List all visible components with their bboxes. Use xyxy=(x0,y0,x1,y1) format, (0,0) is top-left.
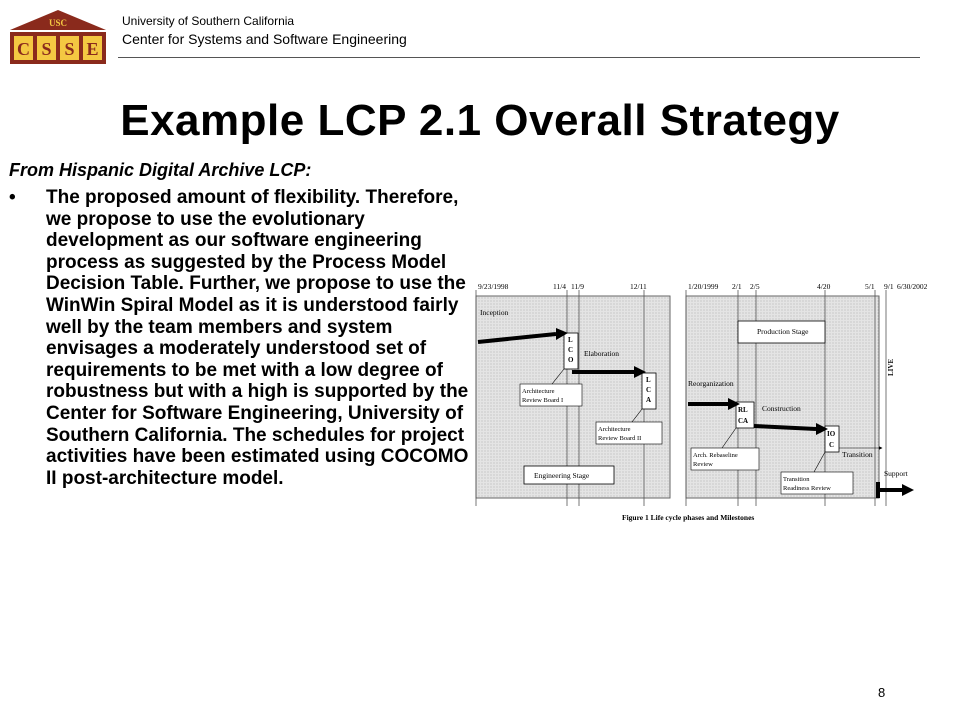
transition-readiness-line: Transition xyxy=(783,476,810,483)
arb2-line: Review Board II xyxy=(598,435,642,442)
date-label: 9/1 xyxy=(884,282,894,291)
phase-transition: Transition xyxy=(842,450,873,459)
date-label: 11/4 xyxy=(553,282,567,291)
logo-letter-c: C xyxy=(17,39,30,59)
live-label: LIVE xyxy=(887,358,895,376)
rlca-letter: RL xyxy=(738,406,748,414)
date-label: 11/9 xyxy=(571,282,585,291)
phase-elaboration: Elaboration xyxy=(584,349,619,358)
date-label: 4/20 xyxy=(817,282,831,291)
transition-readiness-line: Readiness Review xyxy=(783,485,831,492)
bullet-marker: • xyxy=(9,187,16,208)
arb2-line: Architecture xyxy=(598,426,631,433)
center-name: Center for Systems and Software Engineering xyxy=(122,31,407,47)
phase-inception: Inception xyxy=(480,308,509,317)
figure-caption: Figure 1 Life cycle phases and Milestones xyxy=(622,513,755,522)
ioc-letter: IO xyxy=(827,430,836,438)
lca-letter: A xyxy=(646,396,652,404)
engineering-stage-label: Engineering Stage xyxy=(534,471,590,480)
arch-rebaseline-line: Arch. Rebaseline xyxy=(693,452,738,459)
lco-letter: O xyxy=(568,356,574,364)
date-label: 9/23/1998 xyxy=(478,282,509,291)
slide-subtitle: From Hispanic Digital Archive LCP: xyxy=(9,160,312,180)
header-divider xyxy=(118,57,920,58)
phase-construction: Construction xyxy=(762,404,801,413)
bullet-text: The proposed amount of flexibility. Therefore, we propose to use the evolutionary development as our software engineering process as suggested by the Process Model Decision Table. Further, we propose to use the WinWin Spiral Model as it is understood fairly well by the team members and system envisages a moderately understood set of requirements to be met with a low degree of robustness but with a high is supported by the Center for Software Engineering, University of Southern California. The schedules for project activities have been estimated using COCOMO II post-architecture model. xyxy=(46,187,469,489)
logo-usc-text: USC xyxy=(48,18,68,28)
date-label: 2/5 xyxy=(750,282,760,291)
production-stage-label: Production Stage xyxy=(757,327,809,336)
arb1-line: Architecture xyxy=(522,388,555,395)
date-label: 6/30/2002 xyxy=(897,282,928,291)
csse-logo xyxy=(6,8,110,68)
arch-rebaseline-line: Review xyxy=(693,461,713,468)
lca-letter: L xyxy=(646,376,651,384)
ioc-letter: C xyxy=(829,441,835,449)
lco-letter: C xyxy=(568,346,574,354)
logo-letter-e: E xyxy=(86,39,99,59)
lco-letter: L xyxy=(568,336,573,344)
arb1-line: Review Board I xyxy=(522,397,564,404)
slide-title: Example LCP 2.1 Overall Strategy xyxy=(120,96,840,145)
logo-letter-s1: S xyxy=(41,39,52,59)
date-label: 5/1 xyxy=(865,282,875,291)
lca-letter: C xyxy=(646,386,652,394)
university-name: University of Southern California xyxy=(122,14,295,28)
date-label: 2/1 xyxy=(732,282,742,291)
page-number: 8 xyxy=(878,685,886,700)
date-label: 12/11 xyxy=(630,282,647,291)
date-label: 1/20/1999 xyxy=(688,282,719,291)
support-marker xyxy=(876,482,880,498)
rlca-letter: CA xyxy=(738,417,749,425)
logo-letter-s2: S xyxy=(64,39,75,59)
phase-reorganization: Reorganization xyxy=(688,379,734,388)
lifecycle-figure xyxy=(472,276,947,531)
phase-support: Support xyxy=(884,469,908,478)
